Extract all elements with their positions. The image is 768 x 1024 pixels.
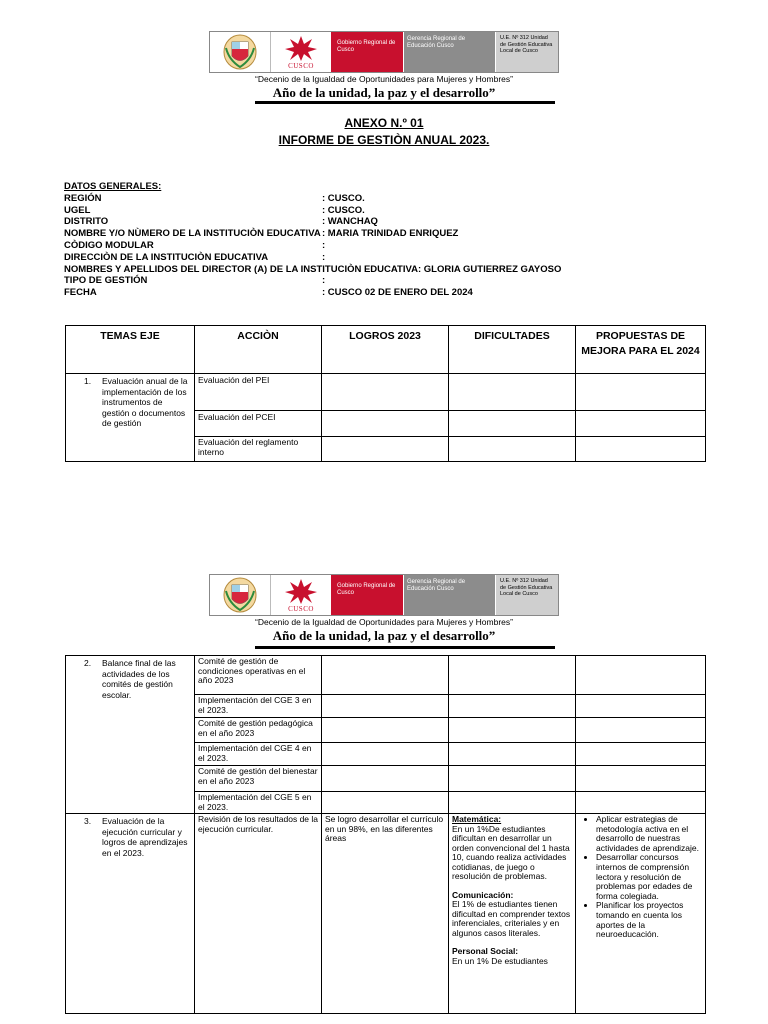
logros-cell <box>322 718 449 743</box>
page-1 <box>0 0 768 500</box>
cusco-logo-text: CUSCO <box>288 604 314 613</box>
region-value: : CUSCO. <box>322 192 365 204</box>
cusco-star-icon <box>284 578 318 604</box>
logros-cell <box>322 695 449 718</box>
dificultades-cell <box>449 656 576 695</box>
table-row <box>66 656 706 695</box>
dif-personal-social-text: En un 1% De estudiantes <box>452 955 548 966</box>
logros-cell <box>322 766 449 792</box>
tipo-label: TIPO DE GESTIÓN <box>64 275 148 287</box>
ue-label: U.E. Nº 312 Unidad de Gestión Educativa Local de Cusco <box>495 32 558 72</box>
header-logros: LOGROS 2023 <box>322 326 449 374</box>
header-propuestas: PROPUESTAS DE MEJORA PARA EL 2024 <box>576 326 706 374</box>
peru-shield-logo <box>210 32 271 72</box>
header-temas: TEMAS EJE <box>66 326 195 374</box>
header-accion: ACCIÒN <box>195 326 322 374</box>
propuestas-list-cell <box>576 814 706 1014</box>
informe-title: INFORME DE GESTIÒN ANUAL 2023. <box>278 133 490 147</box>
dif-personal-social-title: Personal Social: <box>452 946 519 956</box>
gerencia-label: Gerencia Regional de Educación Cusco <box>403 32 495 72</box>
accion-ejecucion-curricular: Revisión de los resultados de la ejecución curricular. <box>195 814 322 1014</box>
cusco-star-icon <box>284 35 318 61</box>
tema-2-text: Balance final de las actividades de los comités de gestión escolar. <box>102 658 176 700</box>
ugel-label: UGEL <box>64 204 91 216</box>
codigo-value: : <box>322 239 326 251</box>
list-item: • Desarrollar concursos internos de comprensión lectora y resolución de problemas por edades de forma colegiada. <box>596 853 702 901</box>
region-label: REGIÓN <box>64 192 102 204</box>
direccion-label: DIRECCIÒN DE LA INSTITUCIÒN EDUCATIVA <box>64 251 269 263</box>
tema-3-cell <box>66 814 195 1014</box>
nombre-ie-label: NOMBRE Y/O NÙMERO DE LA INSTITUCIÒN EDUCATIVA <box>64 228 321 240</box>
ue-label: U.E. Nº 312 Unidad de Gestión Educativa Local de Cusco <box>495 575 558 615</box>
anexo-title: ANEXO N.º 01 <box>344 116 424 130</box>
propuestas-list <box>576 815 702 940</box>
accion-pcei: Evaluación del PCEI <box>195 411 322 437</box>
table-row <box>66 374 706 411</box>
cusco-logo <box>271 575 331 615</box>
dificultades-cell <box>449 437 576 462</box>
propuestas-cell <box>576 695 706 718</box>
accion-cge-pedagogica: Comité de gestión pedagógica en el año 2023 <box>195 718 322 743</box>
accion-reglamento: Evaluación del reglamento interno <box>195 437 322 462</box>
tema-3-num: 3. <box>84 816 92 826</box>
institutional-banner <box>209 574 559 616</box>
dif-comunicacion-title: Comunicación: <box>452 889 514 900</box>
logros-cell <box>322 437 449 462</box>
logros-cell <box>322 792 449 814</box>
nombre-ie-value: : MARIA TRINIDAD ENRIQUEZ <box>322 228 459 240</box>
dificultades-cell <box>449 766 576 792</box>
decenio-text: “Decenio de la Igualdad de Oportunidades para Mujeres y Hombres” <box>255 617 513 627</box>
gob-regional-label: Gobierno Regional de Cusco <box>331 32 403 72</box>
dificultades-cell <box>449 743 576 766</box>
dificultades-cell <box>449 374 576 411</box>
tema-2-num: 2. <box>84 658 92 668</box>
propuestas-cell <box>576 718 706 743</box>
header-rule <box>255 646 555 649</box>
accion-cge-5: Implementación del CGE 5 en el 2023. <box>195 792 322 814</box>
gob-regional-label: Gobierno Regional de Cusco <box>331 575 403 615</box>
cusco-logo-text: CUSCO <box>288 61 314 70</box>
propuestas-cell <box>576 656 706 695</box>
propuestas-cell <box>576 411 706 437</box>
logros-cell <box>322 411 449 437</box>
shield-icon <box>223 577 257 613</box>
dif-matematica-title: Matemática: <box>452 814 502 824</box>
accion-cge-operativas: Comité de gestión de condiciones operativas en el año 2023 <box>195 656 322 695</box>
gestion-table-1 <box>65 325 706 462</box>
gestion-table-2 <box>65 655 706 1014</box>
fecha-value: : CUSCO 02 DE ENERO DEL 2024 <box>322 287 473 299</box>
codigo-label: CÒDIGO MODULAR <box>64 239 154 251</box>
logros-curriculo: Se logro desarrollar el currículo en un 98%, en las diferentes áreas <box>322 814 449 1014</box>
propuestas-cell <box>576 437 706 462</box>
datos-heading: DATOS GENERALES: <box>64 181 162 192</box>
dificultades-cell <box>449 411 576 437</box>
header-rule <box>255 101 555 104</box>
header-dificultades: DIFICULTADES <box>449 326 576 374</box>
propuestas-cell <box>576 766 706 792</box>
tema-2-cell <box>66 656 195 814</box>
dif-matematica-text: En un 1%De estudiantes dificultan en desarrollar un orden convencional del 1 hasta 10, cuando realiza actividades cotidianas, de juego o resolución de problemas. <box>452 823 570 881</box>
gerencia-label: Gerencia Regional de Educación Cusco <box>403 575 495 615</box>
dificultades-cell <box>449 792 576 814</box>
dificultades-cell <box>449 695 576 718</box>
accion-cge-bienestar: Comité de gestión del bienestar en el año 2023 <box>195 766 322 792</box>
tema-1-text: Evaluación anual de la implementación de los instrumentos de gestión o documentos de gestión <box>102 376 188 428</box>
cusco-logo <box>271 32 331 72</box>
decenio-text: “Decenio de la Igualdad de Oportunidades para Mujeres y Hombres” <box>255 74 513 84</box>
dificultades-areas <box>449 814 576 1014</box>
shield-icon <box>223 34 257 70</box>
fecha-label: FECHA <box>64 287 97 299</box>
logros-cell <box>322 743 449 766</box>
propuestas-cell <box>576 792 706 814</box>
list-item: • Aplicar estrategias de metodología activa en el desarrollo de nuestras actividades de aprendizaje. <box>596 815 702 853</box>
tipo-value: : <box>322 275 326 287</box>
ugel-value: : CUSCO. <box>322 204 365 216</box>
page-gap <box>0 500 768 560</box>
accion-cge-4: Implementación del CGE 4 en el 2023. <box>195 743 322 766</box>
director-line: NOMBRES Y APELLIDOS DEL DIRECTOR (A) DE LA INSTITUCIÒN EDUCATIVA: GLORIA GUTIERREZ GAYOSO <box>64 263 562 275</box>
distrito-value: : WANCHAQ <box>322 216 378 228</box>
tema-1-cell <box>66 374 195 462</box>
table-row <box>66 814 706 1014</box>
dif-comunicacion-text: El 1% de estudiantes tienen dificultad en comprender textos inferenciales, criteriales y en algunos casos literales. <box>452 899 571 938</box>
logros-cell <box>322 374 449 411</box>
page-2 <box>0 560 768 1024</box>
accion-pei: Evaluación del PEI <box>195 374 322 411</box>
list-item: • Planificar los proyectos tomando en cuenta los aportes de la neuroeducación. <box>596 901 702 939</box>
tema-1-num: 1. <box>84 376 92 386</box>
distrito-label: DISTRITO <box>64 216 109 228</box>
tema-3-text: Evaluación de la ejecución curricular y logros de aprendizajes en el 2023. <box>102 816 188 858</box>
anio-text: Año de la unidad, la paz y el desarrollo” <box>272 85 496 100</box>
propuestas-cell <box>576 743 706 766</box>
logros-cell <box>322 656 449 695</box>
propuestas-cell <box>576 374 706 411</box>
dificultades-cell <box>449 718 576 743</box>
accion-cge-3: Implementación del CGE 3 en el 2023. <box>195 695 322 718</box>
institutional-banner <box>209 31 559 73</box>
anio-text: Año de la unidad, la paz y el desarrollo” <box>272 628 496 643</box>
peru-shield-logo <box>210 575 271 615</box>
direccion-value: : <box>322 251 326 263</box>
